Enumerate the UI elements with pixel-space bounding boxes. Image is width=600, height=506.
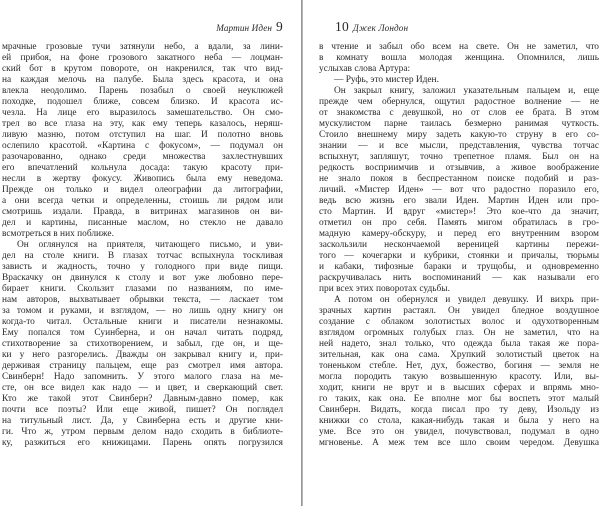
text-line: нам авторов, выхватывает обрывки текста, — ласкает том xyxy=(2,295,283,305)
text-line: ский бот в крутом повороте, он накренился, так что вид- xyxy=(2,64,283,74)
text-line: взглядом огромных голубых глаз. Он не заметил, что на xyxy=(319,328,599,338)
text-line: мускулистом парне таилась безмерно ранимая чуткость. xyxy=(319,119,599,129)
text-line: зительная, как она сама. Хрупкий золотистый цветок на xyxy=(319,350,599,360)
text-line: могла породить такую возвышенную красоту. Или, вы- xyxy=(319,372,599,382)
page-right-header xyxy=(335,19,408,35)
text-line: — Руфь, это мистер Иден. xyxy=(334,75,439,85)
text-line: за томом и руками, и взглядом, — но лишь одну книгу он xyxy=(2,306,283,316)
text-line: ослепило красотой. «Картина с фокусом», — подумал он xyxy=(2,141,283,151)
text-line: на титульный лист. Да, у Свинберна есть и другие кни- xyxy=(2,416,283,426)
text-line: мрачные грозовые тучи затянули небо, а вдали, за лини- xyxy=(2,42,283,52)
page-divider xyxy=(301,0,303,506)
text-line: уме. Все это он увидел, почувствовал, подумал в одно xyxy=(319,427,599,437)
text-line: сте, он все видел как надо — и цвет, и сверкающий свет. xyxy=(2,383,283,393)
text-line: стихотворение за стихотворением, и забыл, где он, и ще- xyxy=(2,339,283,349)
text-line: дел на столе книги. В глазах тотчас вспыхнула тоскливая xyxy=(2,251,283,261)
page-number-left: 9 xyxy=(276,19,283,34)
text-line: Ему попался том Суинберна, и он начал читать подряд, xyxy=(2,328,283,338)
text-line: Прежде он только и видел олеографии да литографии, xyxy=(2,185,283,195)
text-line: когда-то читал. Остальные книги и писатели незнакомы. xyxy=(2,317,283,327)
running-title-right: Джек Лондон xyxy=(352,23,409,33)
text-line: тоненьком стебле. Нет, дух, божество, богиня — земля не xyxy=(319,361,599,371)
text-line: Кто же такой этот Свинберн? Давным-давно помер, как xyxy=(2,394,283,404)
page-number-right: 10 xyxy=(335,19,349,34)
text-line: сто Мартин. И вдруг «мистер»! Это кое-что да значит, xyxy=(319,207,599,217)
text-line: и кабаки, тифозные бараки и трущобы, и одновременно xyxy=(319,262,599,272)
text-line: прежде чем обернулся, ощутил радостное волнение — не xyxy=(319,97,599,107)
text-line: го таких, как она. Ее вполне мог бы воспеть этот малый xyxy=(319,394,599,404)
text-line: в комнату вошла молодая женщина. Опомнился, лишь xyxy=(319,53,599,63)
text-line: того — кочегарки и кубрики, стоянки и причалы, тюрьмы xyxy=(319,251,599,261)
running-title-left: Мартин Иден xyxy=(216,23,273,33)
text-line: А потом он обернулся и увидел девушку. И вихрь при- xyxy=(334,295,599,305)
text-line: ку, разжиться его книжицами. Парень опять погрузился xyxy=(2,438,283,448)
text-line: книжки со стола, какая-нибудь такая и была у него на xyxy=(319,416,599,426)
text-line: ки у него разгорелись. Дважды он закрывал книгу и, при- xyxy=(2,350,283,360)
text-line: мадную камеру-обскуру, и перед его внутренним взором xyxy=(319,229,599,239)
text-line: создание с облаком золотистых волос и одухотворенным xyxy=(319,317,599,327)
text-line: личий. «Мистер Иден» — вот что радостно поразило его, xyxy=(319,185,599,195)
text-line: а они всегда четки и определенны, стоишь ли рядом или xyxy=(2,196,283,206)
text-line: вспыхнут, запляшут, точно трепетное пламя. Был он на xyxy=(319,152,599,162)
text-line: ней надето, знал только, что одежда была такая же пора- xyxy=(319,339,599,349)
text-line: раскручивалась нить воспоминаний — как называли его xyxy=(319,273,599,283)
text-line: дел и картины, писанные маслом, но стекло не давало xyxy=(2,218,283,228)
text-line: знании — и все мысли, представления, чувства тотчас xyxy=(319,141,599,151)
text-line: бирает книги. Скользит глазами по названиям, по име- xyxy=(2,284,283,294)
text-line: чезла. На лице его выразилось замешательство. Он смо- xyxy=(2,108,283,118)
text-line: влекла неодолимо. Парень позабыл о своей неуклюжей xyxy=(2,86,283,96)
text-line: Свинберн. Видать, когда писал про ту деву, Изольду из xyxy=(319,405,599,415)
text-line: Он оглянулся на приятеля, читающего письмо, и уви- xyxy=(17,240,283,250)
text-line: заскользили нескончаемой вереницей картины пережи- xyxy=(319,240,599,250)
text-line: походке, подошел ближе, совсем близко. И красота ис- xyxy=(2,97,283,107)
text-line: почти все поэты? Или еще живой, пишет? Он поглядел xyxy=(2,405,283,415)
text-line: ей прибоя, на фоне грозового закатного неба — лоцман- xyxy=(2,53,283,63)
text-line: всмотреться в них поближе. xyxy=(2,229,114,239)
page-left-text xyxy=(2,42,283,452)
text-line: Враскачку он двинулся к столу и вот уже любовно пере- xyxy=(2,273,283,283)
text-line: не знало покоя в беспрестанном поиске подобий и раз- xyxy=(319,174,599,184)
text-line: несли в жертву фокусу. Живопись была ему неведома. xyxy=(2,174,283,184)
text-line: Он закрыл книгу, заложил указательным пальцем и, еще xyxy=(334,86,599,96)
text-line: отметил он про себя. Память мигом обратилась в гро- xyxy=(319,218,599,228)
text-line: ливую мазню, потом отступил на шаг. И полотно вновь xyxy=(2,130,283,140)
text-line: услыхав слова Артура: xyxy=(319,64,411,74)
text-line: разочарованно, однако среди множества захлестнувших xyxy=(2,152,283,162)
text-line: трел во все глаза на эту, как ему теперь казалось, неряш- xyxy=(2,119,283,129)
text-line: смотришь издали. Правда, в витринах магазинов он ви- xyxy=(2,207,283,217)
text-line: ведь всю жизнь его звали Иден. Мартин Иден или про- xyxy=(319,196,599,206)
text-line: редкость восприимчив и отзывчив, а живое воображение xyxy=(319,163,599,173)
text-line: Свинберн! Надо запомнить. У этого малого глаза на ме- xyxy=(2,372,283,382)
page-right-text xyxy=(319,42,599,452)
text-line: при всех этих поворотах судьбы. xyxy=(319,284,450,294)
text-line: на каждая мелочь на палубе. Была здесь красота, и она xyxy=(2,75,283,85)
text-line: мгновенье. А меж тем все шло своим чередом. Девушка xyxy=(319,438,599,448)
text-line: зависть и жадность, точно у голодного при виде пищи. xyxy=(2,262,283,272)
text-line: в чтение и забыл обо всем на свете. Он не заметил, что xyxy=(319,42,599,52)
text-line: зрачных картин растаял. Он увидел бледное воздушное xyxy=(319,306,599,316)
text-line: ги. Что ж, утром первым делом надо сходить в библиоте- xyxy=(2,427,283,437)
text-line: ходит, книги не врут и в высших сферах и впрямь мно- xyxy=(319,383,599,393)
page-left-header xyxy=(2,19,283,35)
text-line: его впечатлений кольнула досада: такую красоту при- xyxy=(2,163,283,173)
text-line: от знакомства с девушкой, но от слов ее брата. В этом xyxy=(319,108,599,118)
text-line: Стоило внешнему миру задеть какую-то струну в его со- xyxy=(319,130,599,140)
text-line: держивая страницу пальцем, еще раз смотрел имя автора. xyxy=(2,361,283,371)
